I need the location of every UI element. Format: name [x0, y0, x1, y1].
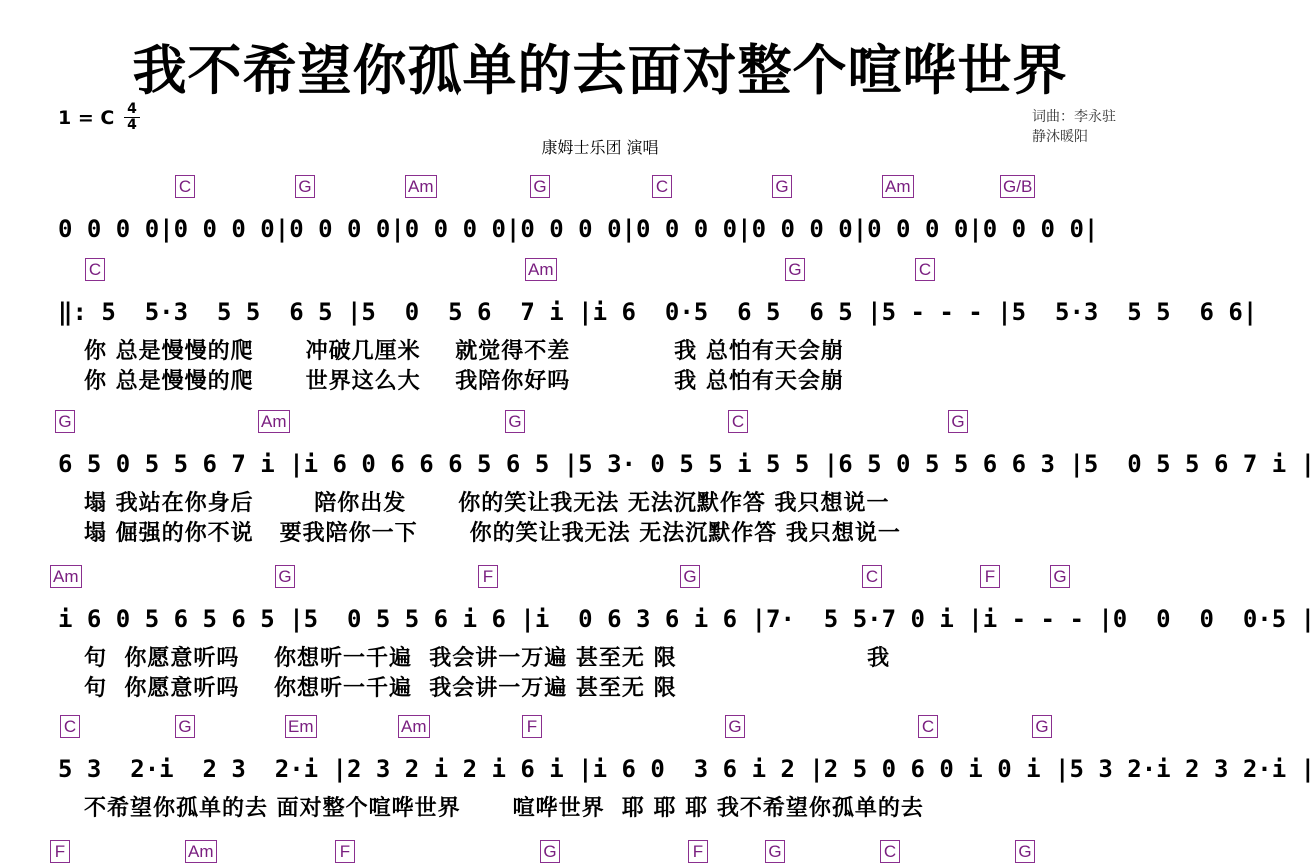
- lyric-line-1: 塌 我站在你身后 陪你出发 你的笑让我无法 无法沉默作答 我只想说一: [84, 491, 890, 516]
- chord-label: F: [478, 565, 498, 588]
- chord-label-next-row: F: [335, 840, 355, 863]
- chord-label: G: [680, 565, 700, 588]
- chord-label: G: [1032, 715, 1052, 738]
- chord-label: G: [785, 258, 805, 281]
- chord-label-next-row: Am: [185, 840, 217, 863]
- chord-label: Am: [258, 410, 290, 433]
- chord-label-next-row: G: [540, 840, 560, 863]
- chord-label: Am: [50, 565, 82, 588]
- performer-line: 康姆士乐团 演唱: [541, 138, 659, 157]
- chord-label: F: [522, 715, 542, 738]
- lyric-line-1: 不希望你孤单的去 面对整个喧哗世界 喧哗世界 耶 耶 耶 我不希望你孤单的去: [84, 796, 924, 821]
- chord-label: G: [725, 715, 745, 738]
- chord-label: C: [60, 715, 80, 738]
- lyric-line-2: 句 你愿意听吗 你想听一千遍 我会讲一万遍 甚至无 限: [84, 676, 677, 701]
- chord-label: G: [772, 175, 792, 198]
- lyric-line-2: 你 总是慢慢的爬 世界这么大 我陪你好吗 我 总怕有天会崩: [84, 369, 844, 394]
- chord-label: C: [918, 715, 938, 738]
- chord-label: C: [175, 175, 195, 198]
- time-signature: [124, 102, 140, 133]
- notation-line: 0 0 0 0|0 0 0 0|0 0 0 0|0 0 0 0|0 0 0 0|0 0 0 0|0 0 0 0|0 0 0 0|0 0 0 0|: [58, 215, 1099, 243]
- chord-label-next-row: G: [1015, 840, 1035, 863]
- notation-line: 5 3 2·i 2 3 2·i |2 3 2 i 2 i 6 i |i 6 0 3 6 i 2 |2 5 0 6 0 i 0 i |5 3 2·i 2 3 2·i |: [58, 755, 1315, 783]
- lyric-line-2: 塌 倔强的你不说 要我陪你一下 你的笑让我无法 无法沉默作答 我只想说一: [84, 521, 901, 546]
- notation-line: ‖: 5 5·3 5 5 6 5 |5 0 5 6 7 i |i 6 0·5 6 5 6 5 |5 - - - |5 5·3 5 5 6 6|: [58, 298, 1258, 326]
- chord-label-next-row: G: [765, 840, 785, 863]
- chord-label: G: [55, 410, 75, 433]
- notation-line: i 6 0 5 6 5 6 5 |5 0 5 5 6 i 6 |i 0 6 3 6 i 6 |7· 5 5·7 0 i |i - - - |0 0 0 0·5 |: [58, 605, 1315, 633]
- time-signature-bottom: 4: [124, 117, 140, 133]
- notation-line: 6 5 0 5 5 6 7 i |i 6 0 6 6 6 5 6 5 |5 3· 0 5 5 i 5 5 |6 5 0 5 5 6 6 3 |5 0 5 5 6 7 i |: [58, 450, 1315, 478]
- chord-label: C: [862, 565, 882, 588]
- chord-label: G: [530, 175, 550, 198]
- chord-label: G: [1050, 565, 1070, 588]
- credit-lyricist: 词曲：李永驻: [1032, 109, 1116, 125]
- chord-label: Am: [525, 258, 557, 281]
- song-title: 我不希望你孤单的去面对整个喧哗世界: [132, 38, 1068, 102]
- chord-label-next-row: F: [688, 840, 708, 863]
- chord-label: G: [175, 715, 195, 738]
- chord-label: C: [915, 258, 935, 281]
- chord-label: Am: [882, 175, 914, 198]
- chord-label: F: [980, 565, 1000, 588]
- chord-label: G/B: [1000, 175, 1035, 198]
- chord-label: Am: [398, 715, 430, 738]
- chord-label: G: [948, 410, 968, 433]
- credit-arranger: 静沐暖阳: [1032, 129, 1088, 145]
- chord-label: C: [652, 175, 672, 198]
- chord-label: G: [505, 410, 525, 433]
- chord-label-next-row: C: [880, 840, 900, 863]
- chord-label: G: [295, 175, 315, 198]
- lyric-line-1: 你 总是慢慢的爬 冲破几厘米 就觉得不差 我 总怕有天会崩: [84, 339, 844, 364]
- chord-label-next-row: F: [50, 840, 70, 863]
- chord-label: C: [85, 258, 105, 281]
- chord-label: Am: [405, 175, 437, 198]
- lyric-line-1: 句 你愿意听吗 你想听一千遍 我会讲一万遍 甚至无 限 我: [84, 646, 891, 671]
- time-signature-top: 4: [127, 101, 137, 117]
- chord-label: Em: [285, 715, 317, 738]
- chord-label: G: [275, 565, 295, 588]
- key-signature: 1 = C: [58, 107, 115, 129]
- chord-label: C: [728, 410, 748, 433]
